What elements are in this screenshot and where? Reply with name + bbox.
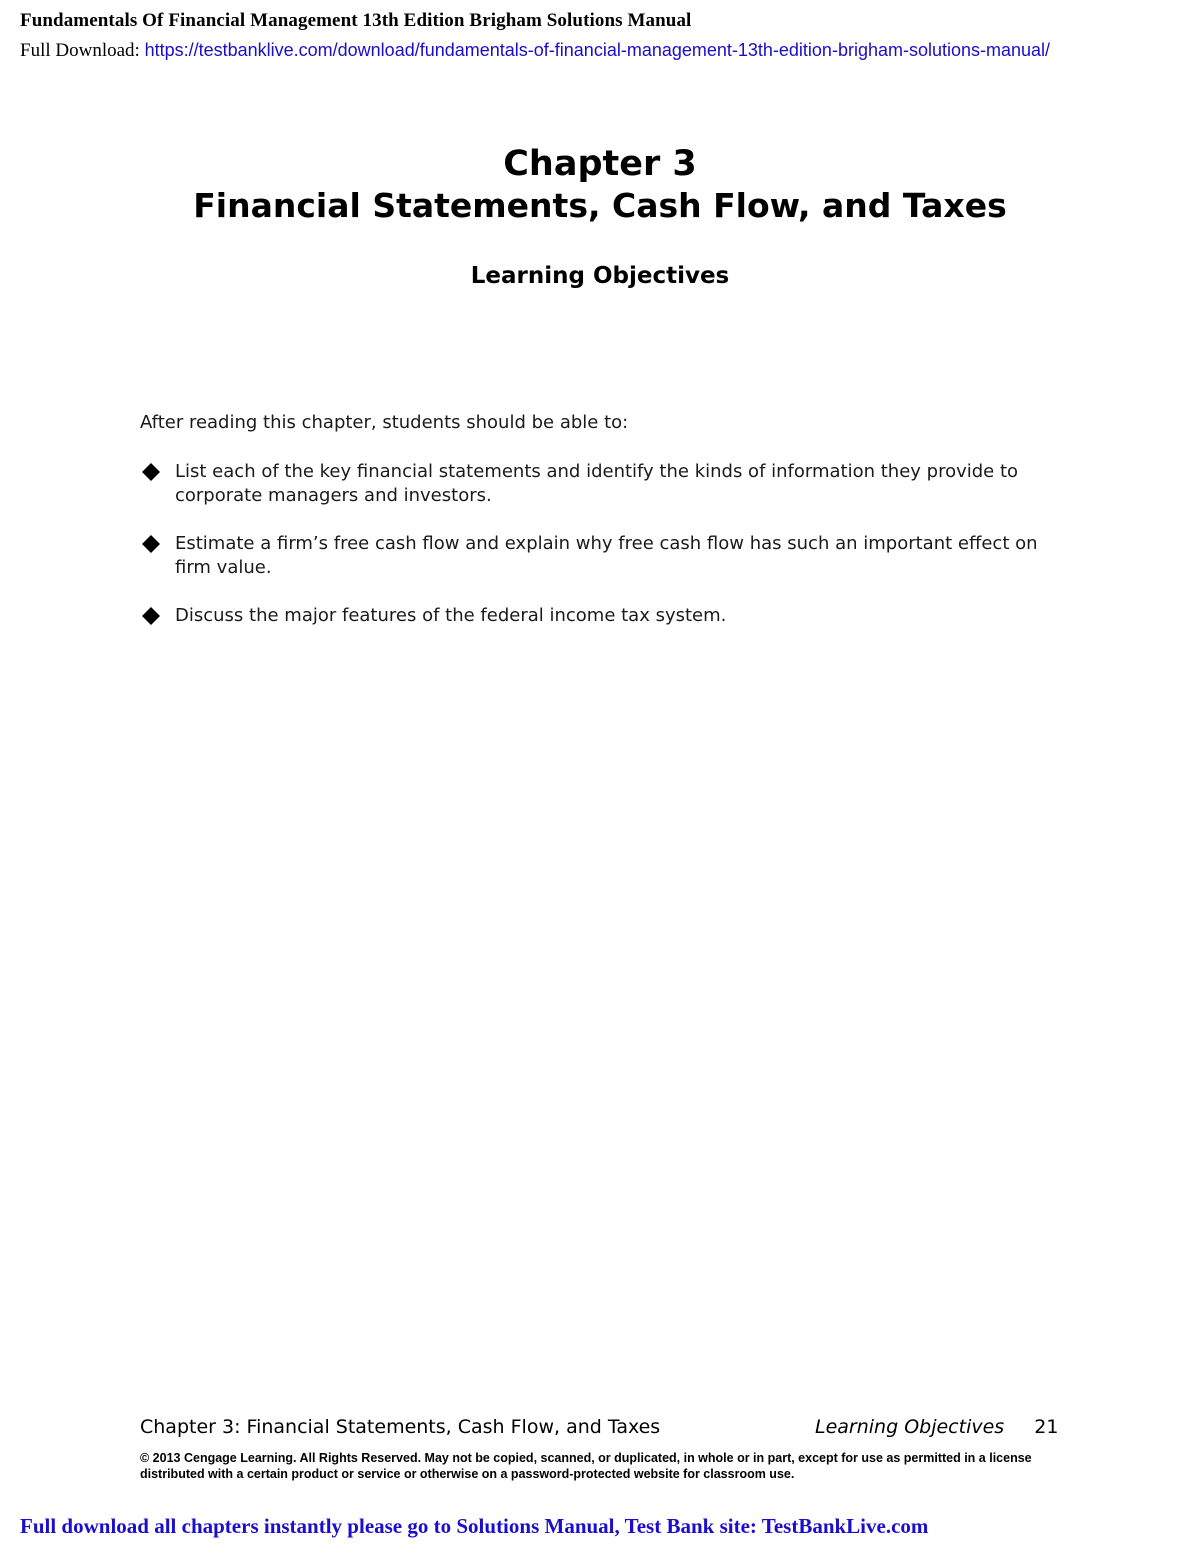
intro-text: After reading this chapter, students should be able to: [140,412,629,433]
footer-right [815,1416,1058,1438]
footer-section-ref: Learning Objectives [815,1416,1005,1438]
chapter-heading [0,143,1200,227]
diamond-bullet-icon [142,607,160,625]
copyright-notice: © 2013 Cengage Learning. All Rights Reserved. May not be copied, scanned, or duplicated, in whole or in part, except for use as permitted in a license distributed with a certain product or service or otherwise on a password-protected website for classroom use. [140,1451,1032,1481]
download-link[interactable]: https://testbanklive.com/download/fundamentals-of-financial-management-13th-edition-brigham-solutions-manual/ [144,40,1051,60]
document-title: Fundamentals Of Financial Management 13th Edition Brigham Solutions Manual [20,10,692,31]
objectives-list [140,460,1060,652]
download-label: Full Download: [20,40,140,61]
objective-text: List each of the key financial statements and identify the kinds of information they provide to corporate managers and investors. [175,461,1019,506]
page-number: 21 [1034,1416,1059,1438]
chapter-title: Financial Statements, Cash Flow, and Taxes [193,186,1007,225]
objective-text: Discuss the major features of the federal income tax system. [175,605,727,626]
objective-text: Estimate a firm’s free cash flow and explain why free cash flow has such an important effect on firm value. [175,533,1038,578]
diamond-bullet-icon [142,463,160,481]
footer-chapter-ref: Chapter 3: Financial Statements, Cash Flow, and Taxes [140,1416,661,1438]
bottom-download-link[interactable]: Full download all chapters instantly please go to Solutions Manual, Test Bank site: TestBankLive.com [20,1514,929,1538]
objective-item [140,604,1060,628]
diamond-bullet-icon [142,535,160,553]
objective-item [140,532,1060,580]
download-line [20,40,1050,62]
section-heading: Learning Objectives [470,263,730,289]
chapter-label: Chapter 3 [503,144,697,184]
objective-item [140,460,1060,508]
